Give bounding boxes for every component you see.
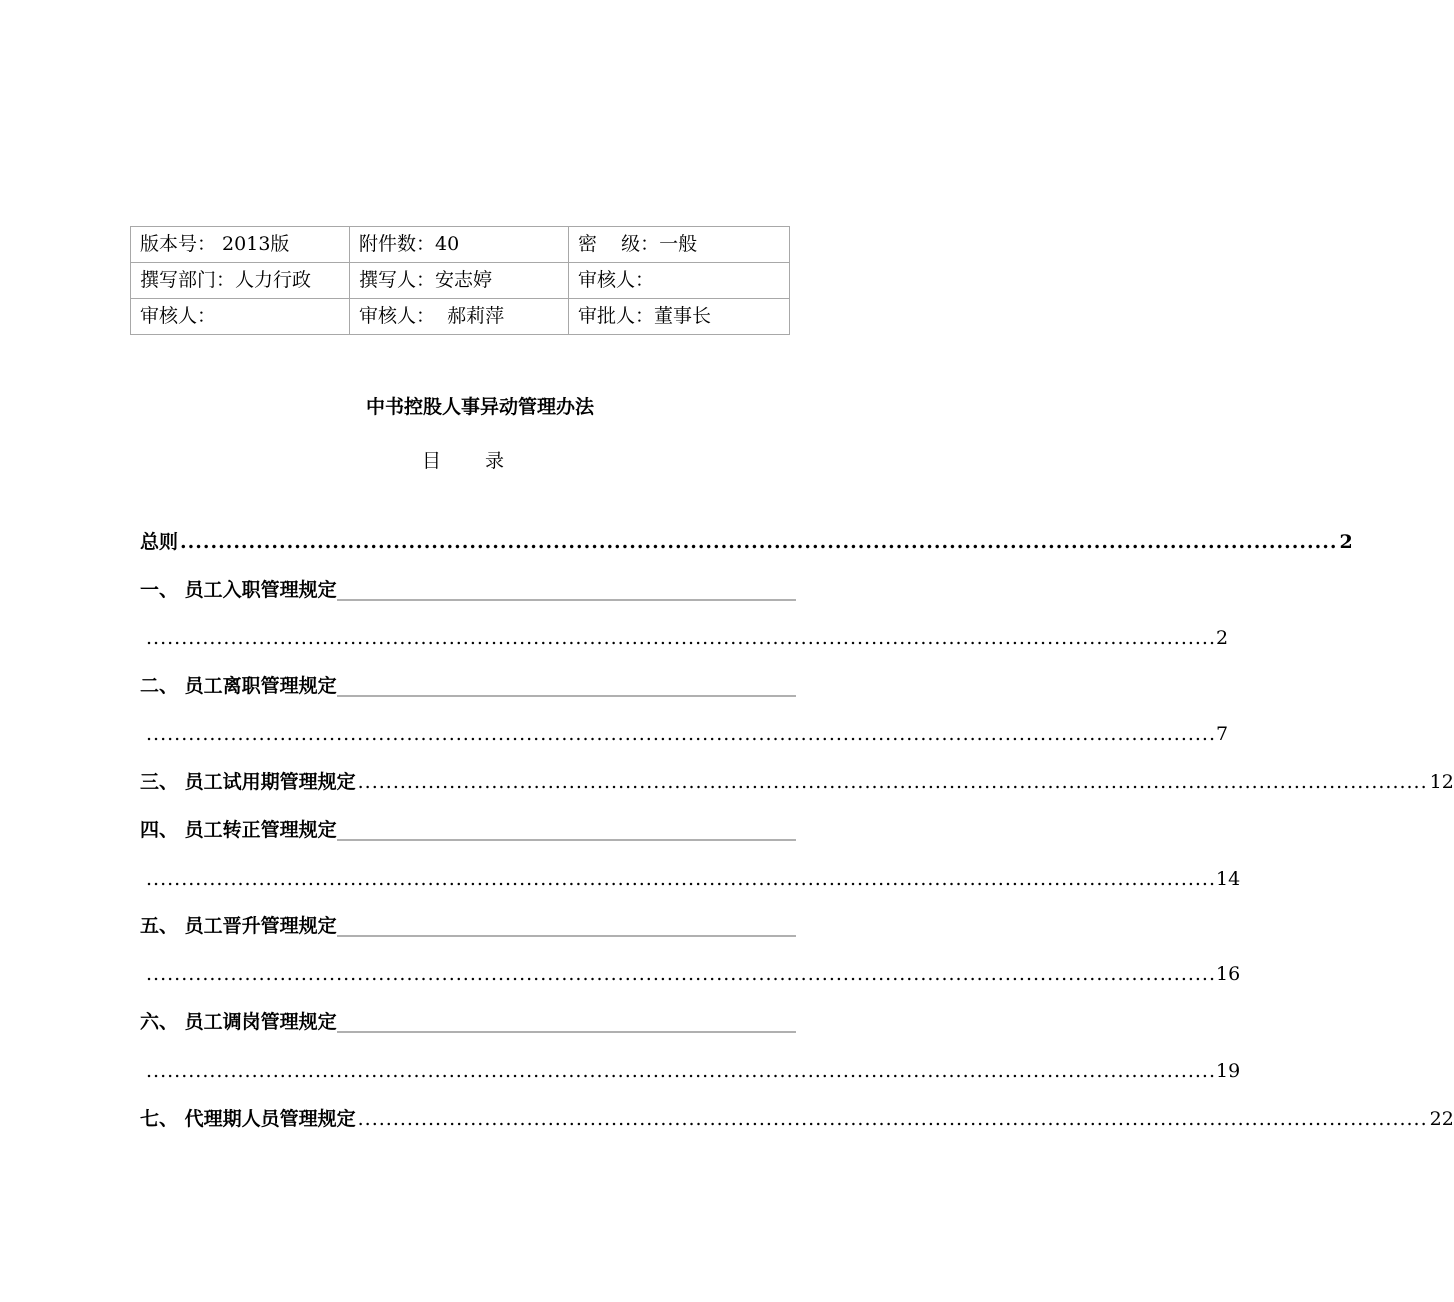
attachments-label: 附件数： [359, 233, 436, 255]
security-value: 一般 [659, 233, 698, 255]
toc-leader: ........................................................................................................................................................ [357, 771, 1428, 793]
toc-heading-char-2: 录 [485, 450, 505, 472]
reviewer-value: 郝莉萍 [435, 305, 505, 327]
toc-entry-1-title[interactable] [140, 578, 796, 602]
reviewer-label: 审核人： [359, 305, 436, 327]
toc-rule [337, 695, 796, 697]
security-label: 密 级： [578, 233, 660, 255]
document-info-table [130, 226, 790, 335]
reviewer-cell-2 [131, 299, 350, 335]
toc-entry-5-title[interactable] [140, 914, 796, 938]
toc-entry-page: 16 [1216, 963, 1241, 985]
toc-entry-3[interactable] [140, 770, 1454, 794]
department-label: 撰写部门： [140, 269, 236, 291]
toc-leader: ........................................................................................................................................................ [146, 868, 1217, 890]
toc-entry-page: 19 [1216, 1060, 1241, 1082]
version-label: 版本号： [140, 233, 217, 255]
security-cell [569, 227, 790, 263]
document-title: 中书控股人事异动管理办法 [365, 396, 594, 418]
toc-rule [337, 839, 796, 841]
toc-leader: ........................................................................................................................................................ [357, 1108, 1428, 1130]
toc-entry-7[interactable] [140, 1107, 1454, 1131]
author-label: 撰写人： [359, 269, 436, 291]
attachments-cell [350, 227, 569, 263]
toc-entry-page: 12 [1429, 771, 1454, 793]
attachments-value: 40 [435, 233, 460, 255]
toc-leader: ........................................................................................................................................................ [146, 627, 1217, 649]
department-value: 人力行政 [235, 269, 312, 291]
toc-entry-label: 五、 员工晋升管理规定 [140, 915, 337, 937]
toc-leader: ........................................................................................................................................................ [146, 723, 1217, 745]
toc-entry-6-page-line[interactable] [146, 1059, 1241, 1083]
toc-rule [337, 935, 796, 937]
toc-entry-page: 22 [1429, 1108, 1454, 1130]
toc-entry-label: 二、 员工离职管理规定 [140, 675, 337, 697]
approver-label: 审批人： [578, 305, 655, 327]
version-value: 2013版 [216, 233, 290, 255]
version-cell [131, 227, 350, 263]
author-cell [350, 263, 569, 299]
toc-entry-1-page-line[interactable] [146, 626, 1229, 650]
toc-entry-page: 2 [1216, 627, 1229, 649]
toc-heading [0, 446, 926, 473]
toc-entry-2-title[interactable] [140, 674, 796, 698]
toc-leader: ........................................................................................................................................................ [146, 1060, 1217, 1082]
toc-entry-5-page-line[interactable] [146, 962, 1241, 986]
department-cell [131, 263, 350, 299]
toc-entry-6-title[interactable] [140, 1010, 796, 1034]
toc-entry-page: 14 [1216, 868, 1241, 890]
toc-entry-page: 7 [1216, 723, 1229, 745]
reviewer-label: 审核人： [140, 305, 217, 327]
toc-entry-label: 三、 员工试用期管理规定 [140, 771, 356, 793]
toc-entry-label: 七、 代理期人员管理规定 [140, 1108, 356, 1130]
toc-leader: ........................................................................................................................................................ [146, 963, 1217, 985]
reviewer-label: 审核人： [578, 269, 655, 291]
reviewer-cell-3 [350, 299, 569, 335]
reviewer-cell-1 [569, 263, 790, 299]
toc-heading-char-1: 目 [421, 450, 441, 472]
toc-entry-label: 一、 员工入职管理规定 [140, 579, 337, 601]
toc-entry-4-page-line[interactable] [146, 867, 1241, 891]
toc-entry-4-title[interactable] [140, 818, 796, 842]
toc-entry-label: 总则 [140, 531, 179, 553]
toc-entry-general[interactable] [140, 530, 1353, 554]
toc-entry-label: 四、 员工转正管理规定 [140, 819, 337, 841]
toc-rule [337, 599, 796, 601]
toc-entry-page: 2 [1339, 531, 1353, 553]
toc-entry-label: 六、 员工调岗管理规定 [140, 1011, 337, 1033]
toc-rule [337, 1031, 796, 1033]
toc-leader: ........................................................................................................................................................ [180, 531, 1338, 553]
info-row [131, 227, 790, 263]
author-value: 安志婷 [435, 269, 493, 291]
approver-value: 董事长 [654, 305, 712, 327]
approver-cell [569, 299, 790, 335]
info-row [131, 263, 790, 299]
info-row [131, 299, 790, 335]
toc-entry-2-page-line[interactable] [146, 722, 1229, 746]
